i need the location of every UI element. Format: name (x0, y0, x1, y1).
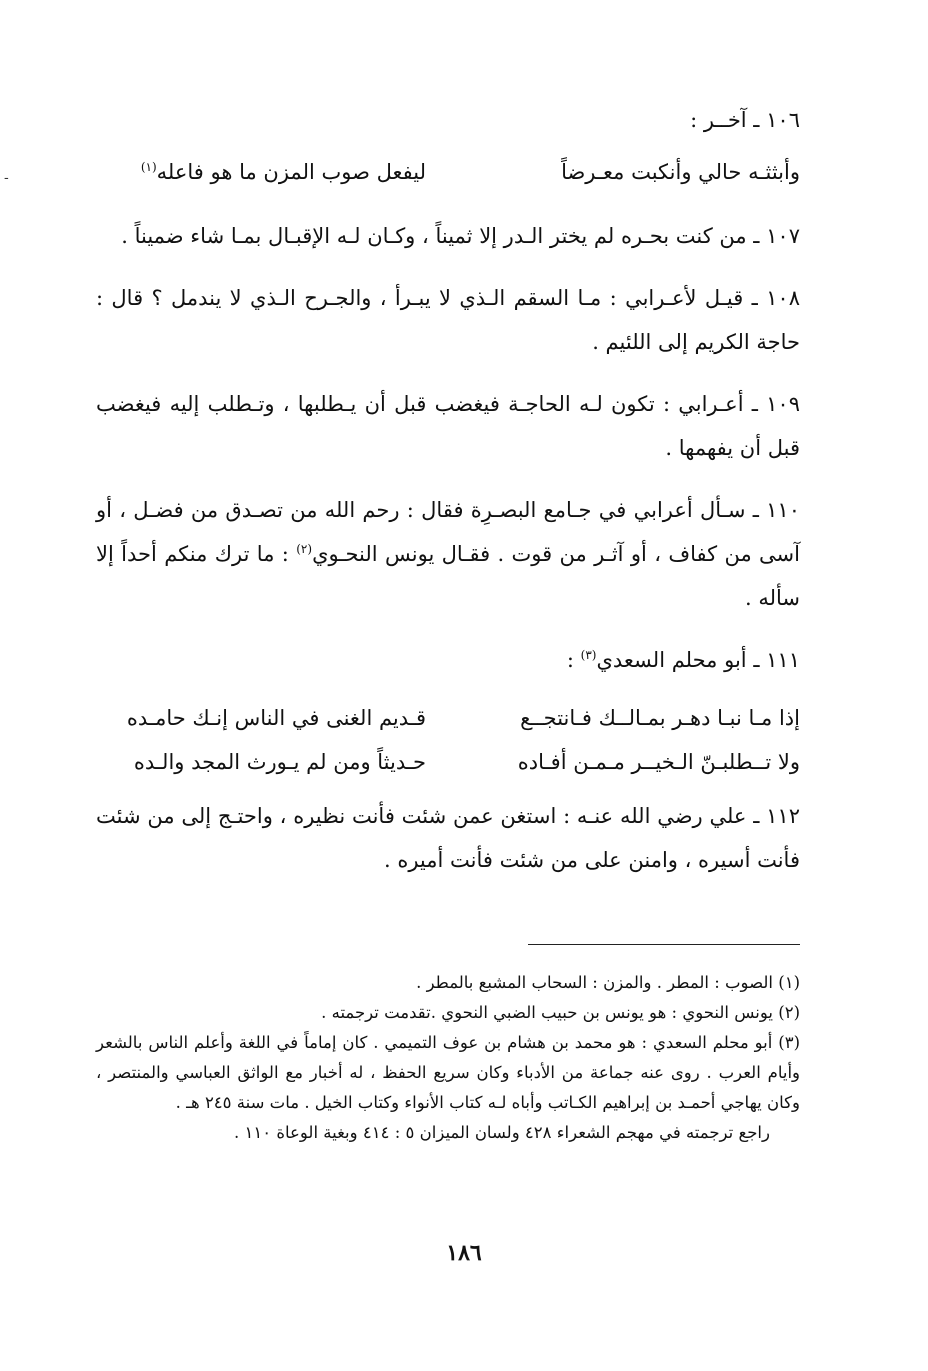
entry-text-cont: : ما ترك منكم أحداً إلا سأله . (96, 542, 800, 610)
entry-107 (96, 214, 800, 258)
entry-heading: ـ آخــر : (690, 108, 760, 132)
first-hemistich: إذا مـا نبـا دهـر بمـالــك فـانتجــع (520, 706, 800, 730)
entry-text: ـ من كنت بحـره لم يختر الـدر إلا ثميناً ، وكـان لـه الإقبـال بمـا شاء ضميناً . (121, 224, 760, 248)
footnote-3-reference: راجع ترجمته في مهجم الشعراء ٤٢٨ ولسان الميزان ٥ : ٤١٤ وبغية الوعاة ١١٠ . (234, 1123, 770, 1142)
entry-number: ١٠٦ (766, 108, 800, 132)
entry-108 (96, 276, 800, 364)
entry-text: ـ أعـرابي : تكون لـه الحاجـة فيغضب قبل أن يـطلبها ، وتـطلب إليه فيغضب قبل أن يفهمها . (96, 392, 800, 460)
entry-number: ١٠٨ (766, 286, 800, 310)
entry-text: ـ علي رضي الله عنـه : استغن عمن شئت فأنت نظيره ، واحتـج إلى من شئت فأنت أسيره ، وامنن على من شئت فأنت أميره . (96, 804, 800, 872)
page-number: ١٨٦ (446, 1240, 482, 1266)
verse-111-2 (96, 740, 800, 784)
margin-mark: - (4, 170, 9, 186)
entry-heading: ـ أبو محلم السعدي (596, 648, 760, 672)
entry-106-heading (96, 98, 800, 142)
entry-109 (96, 382, 800, 470)
footnote-3: (٣) أبو محلم السعدي : هو محمد بن هشام بن عوف التميمي . كان إماماً في اللغة وأعلم الناس بالشعر وأيام العرب . روى عنه جماعة من الأدباء وكان سريع الحفظ ، له أخبار مع الواثق العباسي والمنتصر ، وكان يهاجي أحمـد بن إبراهيم الكـاتب وأباه لـه كتاب الأنواء وكتاب الخيل . مات سنة ٢٤٥ هـ . (96, 1033, 800, 1112)
verse-106 (96, 150, 800, 194)
verse-111-1 (96, 696, 800, 740)
footnote-1: (١) الصوب : المطر . والمزن : السحاب المشبع بالمطر . (416, 973, 800, 992)
footnote-divider (528, 944, 800, 945)
entry-110 (96, 488, 800, 620)
entry-number: ١١٢ (766, 804, 800, 828)
hemistich-text: ليفعل صوب المزن ما هو فاعله (156, 160, 426, 184)
entry-number: ١١٠ (766, 498, 800, 522)
second-hemistich: قـديم الغنى في الناس إنـك حامـده (126, 706, 426, 730)
entry-number: ١٠٩ (766, 392, 800, 416)
footnote-2: (٢) يونس النحوي : هو يونس بن حبيب الضبي النحوي .تقدمت ترجمته . (321, 1003, 800, 1022)
first-hemistich: وأبثثـه حالي وأنكبت معـرضاً (561, 160, 800, 184)
entry-112 (96, 794, 800, 882)
entry-number: ١١١ (766, 648, 800, 672)
footnote-ref: (٢) (296, 542, 313, 556)
main-text (96, 98, 800, 882)
first-hemistich: ولا تــطلبـنّ الـخيــر مـمـن أفـاده (517, 750, 800, 774)
footnote-ref: (١) (140, 160, 157, 174)
entry-text: ـ سـأل أعرابي في جـامع البصـرِة فقال : رحم الله من تصـدق من فضـل ، أو آسى من كفاف ، أو آثـر من قوت . فقـال يونس النحـوي (96, 498, 800, 566)
heading-colon: : (566, 648, 581, 672)
footnote-ref: (٣) (580, 648, 597, 662)
entry-111-heading (96, 638, 800, 682)
entry-text: ـ قيـل لأعـرابي : مـا السقم الـذي لا يبـرأ ، والجـرح الـذي لا يندمل ؟ قال : حاجة الكريم إلى اللئيم . (96, 286, 800, 354)
second-hemistich: حـديثاً ومن لم يـورث المجد والـده (133, 750, 426, 774)
footnotes (96, 968, 800, 1148)
entry-number: ١٠٧ (766, 224, 800, 248)
second-hemistich (96, 150, 426, 194)
